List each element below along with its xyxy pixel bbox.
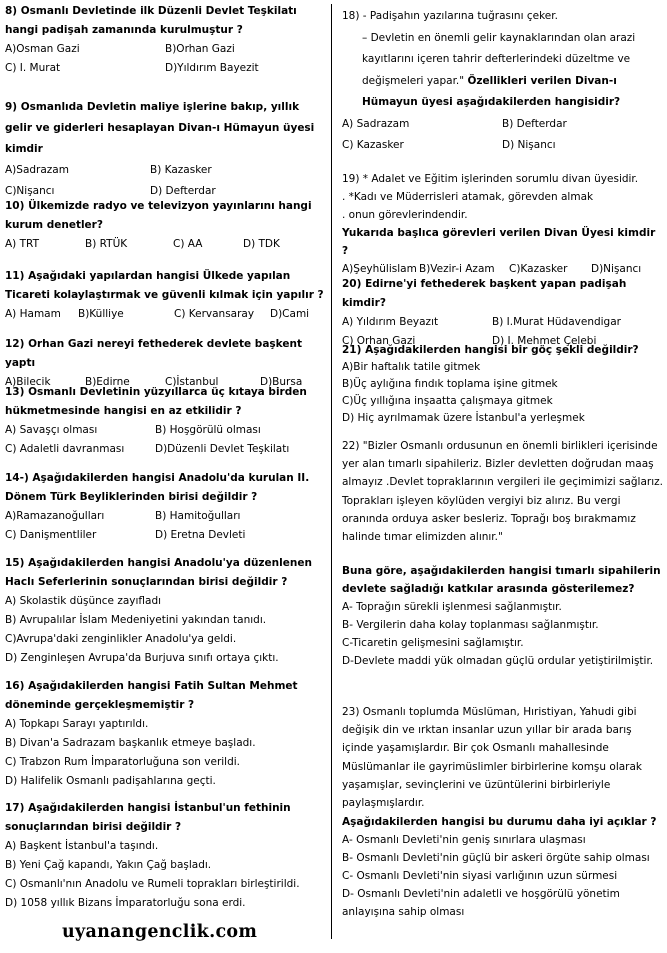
question-text: 9) Osmanlıda Devletin maliye işlerine bakıp, yıllık gelir ve giderleri hesaplayan Divan-ı Hümayun üyesi kimdir bbox=[5, 101, 315, 155]
option-a: A)Bir haftalık tatile gitmek bbox=[342, 361, 481, 373]
question-body: – Devletin en önemli gelir kaynaklarından olan arazi kayıtlarını içeren tahrir defterlerindeki düzeltme ve değişmeleri yapar." bbox=[362, 31, 636, 87]
option-c: C) Trabzon Rum İmparatorluğuna son verildi. bbox=[5, 756, 241, 768]
option-d: D)Düzenli Devlet Teşkilatı bbox=[155, 443, 290, 455]
question-21 bbox=[342, 342, 664, 427]
question-9 bbox=[5, 97, 325, 202]
option-b: B)Üç aylığına fındık toplama işine gitmek bbox=[342, 378, 558, 390]
question-15 bbox=[5, 554, 325, 668]
question-text: 20) Edirne'yi fethederek başkent yapan padişah kimdir? bbox=[342, 278, 627, 309]
question-text: 21) Aşağıdakilerden hangisi bir göç şekli değildir? bbox=[342, 344, 639, 356]
option-d: D) Zenginleşen Avrupa'da Burjuva sınıfı ortaya çıktı. bbox=[5, 652, 279, 664]
question-23-prompt bbox=[342, 813, 664, 921]
option-a: A) Hamam bbox=[5, 308, 61, 320]
option-a: A) Skolastik düşünce zayıfladı bbox=[5, 595, 162, 607]
question-body: 23) Osmanlı toplumda Müslüman, Hıristiyan, Yahudi gibi değişik din ve ırktan insanlar uzun yıllar bir arada barış içinde yaşamışlardır. Bir çok Osmanlı mahallesinde Müslümanlar ile gayrimüslimler birbirlerine komşu olarak yaşamışlar, sevinçlerini ve üzüntülerini birbirleriyle paylaşmışlardır. bbox=[342, 706, 642, 810]
option-b: B- Osmanlı Devleti'nin güçlü bir askeri örgüte sahip olması bbox=[342, 852, 650, 864]
option-b: B)Külliye bbox=[78, 308, 124, 320]
option-a: A)Ramazanoğulları bbox=[5, 510, 105, 522]
option-c: C)Avrupa'daki zenginlikler Anadolu'ya geldi. bbox=[5, 633, 237, 645]
option-a: A- Toprağın sürekli işlenmesi sağlanmıştır. bbox=[342, 601, 562, 613]
option-c: C)Kazasker bbox=[509, 263, 568, 275]
question-text: Buna göre, aşağıdakilerden hangisi tımarlı sipahilerin devlete sağladığı katkılar arasında gösterilemez? bbox=[342, 565, 661, 595]
question-text: 10) Ülkemizde radyo ve televizyon yayınlarını hangi kurum denetler? bbox=[5, 200, 312, 231]
option-d: D) I. Mehmet Çelebi bbox=[492, 335, 597, 347]
option-b: B) Hamitoğulları bbox=[155, 510, 241, 522]
site-footer: uyanangenclik.com bbox=[62, 922, 258, 942]
question-20 bbox=[342, 275, 664, 351]
option-a: A) Topkapı Sarayı yaptırıldı. bbox=[5, 718, 149, 730]
question-text: Aşağıdakilerden hangisi bu durumu daha iyi açıklar ? bbox=[342, 816, 657, 828]
option-b: B)Edirne bbox=[85, 376, 130, 388]
option-b: B) I.Murat Hüdavendigar bbox=[492, 316, 621, 328]
option-a: A- Osmanlı Devleti'nin geniş sınırlara ulaşması bbox=[342, 834, 586, 846]
option-a: A)Şeyhülislam bbox=[342, 263, 417, 275]
option-c: C) Kervansaray bbox=[174, 308, 255, 320]
option-b: B) Divan'a Sadrazam başkanlık etmeye başladı. bbox=[5, 737, 256, 749]
question-8 bbox=[5, 2, 325, 78]
question-text: 16) Aşağıdakilerden hangisi Fatih Sultan Mehmet döneminde gerçekleşmemiştir ? bbox=[5, 680, 298, 711]
option-b: B) Kazasker bbox=[150, 164, 212, 176]
option-a: A) Yıldırım Beyazıt bbox=[342, 316, 439, 328]
option-d: D) 1058 yıllık Bizans İmparatorluğu sona erdi. bbox=[5, 897, 246, 909]
option-c: C)Üç yıllığına inşaatta çalışmaya gitmek bbox=[342, 395, 553, 407]
option-b: B) Yeni Çağ kapandı, Yakın Çağ başladı. bbox=[5, 859, 212, 871]
option-c: C)Nişancı bbox=[5, 185, 55, 197]
question-17 bbox=[5, 799, 325, 913]
question-text: 17) Aşağıdakilerden hangisi İstanbul'un fethinin sonuçlarından birisi değildir ? bbox=[5, 802, 291, 833]
question-line: 18) - Padişahın yazılarına tuğrasını çeker. bbox=[342, 10, 558, 22]
question-text: 12) Orhan Gazi nereyi fethederek devlete başkent yaptı bbox=[5, 338, 302, 369]
option-d: D) Eretna Devleti bbox=[155, 529, 246, 541]
option-d: D) Hiç ayrılmamak üzere İstanbul'a yerleşmek bbox=[342, 412, 585, 424]
option-d: D) Nişancı bbox=[502, 139, 556, 151]
option-c: C) Danişmentliler bbox=[5, 529, 97, 541]
option-d: D)Bursa bbox=[260, 376, 303, 388]
option-c: C) Adaletli davranması bbox=[5, 443, 125, 455]
option-a: A) Savaşçı olması bbox=[5, 424, 98, 436]
question-line: . onun görevlerindendir. bbox=[342, 209, 468, 221]
option-d: D)Yıldırım Bayezit bbox=[165, 62, 259, 74]
question-text: 11) Aşağıdaki yapılardan hangisi Ülkede yapılan Ticareti kolaylaştırmak ve güvenli kılmak için yapılır ? bbox=[5, 270, 324, 301]
question-text: 8) Osmanlı Devletinde ilk Düzenli Devlet Teşkilatı hangi padişah zamanında kurulmuştur ? bbox=[5, 5, 297, 36]
question-10 bbox=[5, 197, 325, 254]
option-a: A) Başkent İstanbul'a taşındı. bbox=[5, 840, 159, 852]
question-line bbox=[342, 28, 664, 114]
column-divider bbox=[331, 4, 332, 939]
option-b: B) Hoşgörülü olması bbox=[155, 424, 261, 436]
option-b: B) Defterdar bbox=[502, 117, 567, 130]
option-d: D) Halifelik Osmanlı padişahlarına geçti. bbox=[5, 775, 216, 787]
question-11 bbox=[5, 267, 325, 324]
option-a: A)Bilecik bbox=[5, 376, 51, 388]
option-c: C)İstanbul bbox=[165, 376, 219, 388]
option-d: D- Osmanlı Devleti'nin adaletli ve hoşgörülü yönetim anlayışına sahip olması bbox=[342, 888, 620, 918]
option-b: B- Vergilerin daha kolay toplanması sağlanmıştır. bbox=[342, 619, 599, 631]
question-14 bbox=[5, 469, 325, 545]
option-c: C) AA bbox=[173, 238, 203, 250]
option-c: C) Osmanlı'nın Anadolu ve Rumeli toprakları birleştirildi. bbox=[5, 878, 300, 890]
question-23 bbox=[342, 703, 664, 812]
option-d: D) TDK bbox=[243, 238, 280, 250]
option-c: C) I. Murat bbox=[5, 62, 61, 74]
option-d: D-Devlete maddi yük olmadan güçlü ordular yetiştirilmiştir. bbox=[342, 655, 654, 667]
question-text: 14-) Aşağıdakilerden hangisi Anadolu'da kurulan II. Dönem Türk Beyliklerinden birisi değildir ? bbox=[5, 472, 310, 503]
option-a: A)Osman Gazi bbox=[5, 43, 80, 55]
question-text: 13) Osmanlı Devletinin yüzyıllarca üç kıtaya birden hükmetmesinde hangisi en az etkilidir ? bbox=[5, 386, 307, 417]
option-b: B) Avrupalılar İslam Medeniyetini yakından tanıdı. bbox=[5, 614, 267, 626]
option-a: A) TRT bbox=[5, 238, 39, 250]
option-a: A) Sadrazam bbox=[342, 117, 410, 130]
question-text: Yukarıda başlıca görevleri verilen Divan Üyesi kimdir ? bbox=[342, 227, 656, 257]
question-16 bbox=[5, 677, 325, 791]
question-text: 15) Aşağıdakilerden hangisi Anadolu'ya düzenlenen Haclı Seferlerinin sonuçlarından birisi değildir ? bbox=[5, 557, 312, 588]
question-19 bbox=[342, 170, 664, 278]
question-text: Özellikleri verilen Divan-ı Hümayun üyesi aşağıdakilerden hangisidir? bbox=[362, 74, 621, 108]
option-c: C) Kazasker bbox=[342, 139, 404, 151]
question-13 bbox=[5, 383, 325, 459]
question-18 bbox=[342, 6, 664, 157]
option-d: D)Nişancı bbox=[591, 263, 642, 275]
option-d: D) Defterdar bbox=[150, 185, 216, 197]
option-b: B)Vezir-i Azam bbox=[419, 263, 495, 275]
option-c: C) Orhan Gazi bbox=[342, 335, 416, 347]
question-body: 22) "Bizler Osmanlı ordusunun en önemli birlikleri içerisinde yer alan tımarlı sipahileriz. Bizler devletten doğrudan maaş almayız .Devlet topraklarının vergileri ile geçimimizi sağlarız. Toprakları işleyen köylüden vergiyi biz alırız. Bu vergi oranında orduya asker besleriz. Toprağı boş bırakmamız halinde tımar elimizden alınır." bbox=[342, 440, 663, 544]
option-c: C- Osmanlı Devleti'nin siyasi varlığının uzun sürmesi bbox=[342, 870, 618, 882]
question-line: . *Kadı ve Müderrisleri atamak, görevden almak bbox=[342, 191, 594, 203]
question-22 bbox=[342, 437, 664, 546]
option-a: A)Sadrazam bbox=[5, 164, 69, 176]
option-b: B) RTÜK bbox=[85, 238, 128, 250]
option-c: C-Ticaretin gelişmesini sağlamıştır. bbox=[342, 637, 524, 649]
option-d: D)Cami bbox=[270, 308, 310, 320]
option-b: B)Orhan Gazi bbox=[165, 43, 235, 55]
question-22-prompt bbox=[342, 562, 664, 670]
question-line: 19) * Adalet ve Eğitim işlerinden sorumlu divan üyesidir. bbox=[342, 173, 639, 185]
